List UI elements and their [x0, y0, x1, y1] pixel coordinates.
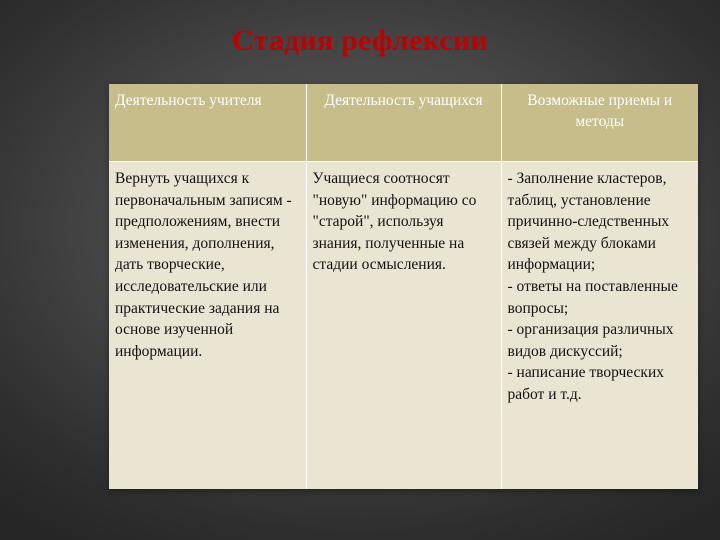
cell-teacher-text: Вернуть учащихся к первоначальным записям - предположениям, внести изменения, дополнения, дать творческие, исследовательские или практические задания на основе изученной информации. — [115, 170, 292, 360]
cell-teacher-activity — [109, 162, 306, 490]
slide-title: Стадия рефлексии — [232, 24, 488, 57]
cell-methods-text: - Заполнение кластеров, таблиц, установление причинно-следственных связей между блоками информации; - ответы на поставленные вопросы; - организация различных видов дискуссий; - написание творческих работ и т.д. — [507, 170, 678, 403]
cell-methods — [501, 162, 698, 490]
table-header-row — [109, 84, 698, 162]
header-student-activity: Деятельность учащихся — [306, 84, 501, 162]
reflection-table — [109, 84, 698, 489]
cell-student-text: Учащиеся соотносят "новую" информацию со "старой", используя знания, полученные на стадии осмысления. — [312, 170, 477, 274]
cell-student-activity — [306, 162, 501, 490]
table-row — [109, 162, 698, 490]
header-methods: Возможные приемы и методы — [501, 84, 698, 162]
header-teacher-activity: Деятельность учителя — [109, 84, 306, 162]
